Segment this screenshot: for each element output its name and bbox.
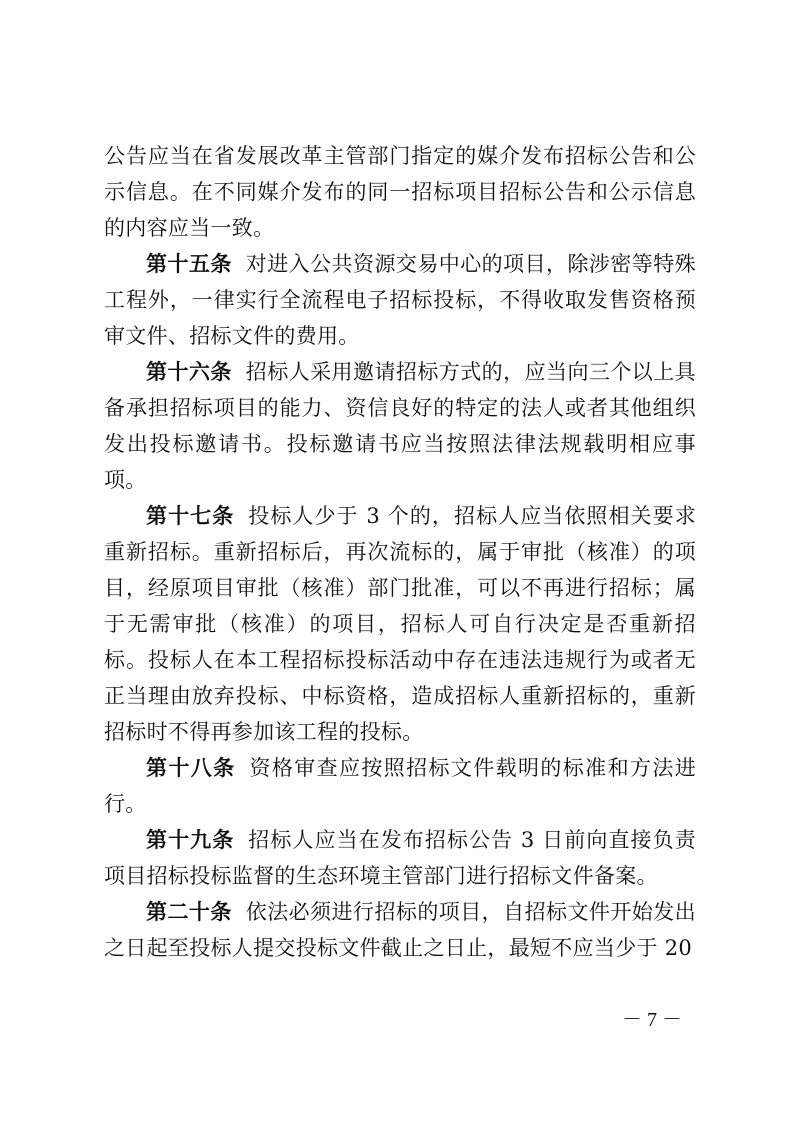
- article-number: 第十五条: [146, 252, 232, 276]
- continuation-paragraph: 公告应当在省发展改革主管部门指定的媒介发布招标公告和公示信息。在不同媒介发布的同一招标项目招标公告和公示信息的内容应当一致。: [104, 144, 696, 240]
- article-16: [104, 354, 696, 498]
- article-number: 第十八条: [146, 756, 236, 780]
- article-20: [104, 894, 696, 966]
- article-text: 投标人少于 3 个的，招标人应当依照相关要求重新招标。重新招标后，再次流标的，属于审批（核准）的项目，经原项目审批（核准）部门批准，可以不再进行招标；属于无需审批（核准）的项目，招标人可自行决定是否重新招标。投标人在本工程招标投标活动中存在违法违规行为或者无正当理由放弃投标、中标资格，造成招标人重新招标的，重新招标时不得再参加该工程的投标。: [104, 504, 696, 744]
- article-number: 第十九条: [146, 828, 235, 852]
- article-15: [104, 246, 696, 354]
- article-number: 第二十条: [146, 900, 232, 924]
- article-text: 资格审查应按照招标文件载明的标准和方法进行。: [104, 756, 696, 816]
- article-17: [104, 498, 696, 750]
- article-text: 依法必须进行招标的项目，自招标文件开始发出之日起至投标人提交投标文件截止之日止，最短不应当少于 20: [104, 900, 696, 960]
- article-18: [104, 750, 696, 822]
- article-text: 对进入公共资源交易中心的项目，除涉密等特殊工程外，一律实行全流程电子招标投标，不得收取发售资格预审文件、招标文件的费用。: [104, 252, 696, 348]
- page-number: － 7 －: [622, 1009, 682, 1031]
- document-page: [104, 138, 696, 966]
- article-number: 第十七条: [146, 504, 235, 528]
- article-number: 第十六条: [146, 360, 232, 384]
- article-19: [104, 822, 696, 894]
- article-text: 招标人采用邀请招标方式的，应当向三个以上具备承担招标项目的能力、资信良好的特定的法人或者其他组织发出投标邀请书。投标邀请书应当按照法律法规载明相应事项。: [104, 360, 696, 492]
- article-text: 招标人应当在发布招标公告 3 日前向直接负责项目招标投标监督的生态环境主管部门进行招标文件备案。: [104, 828, 696, 888]
